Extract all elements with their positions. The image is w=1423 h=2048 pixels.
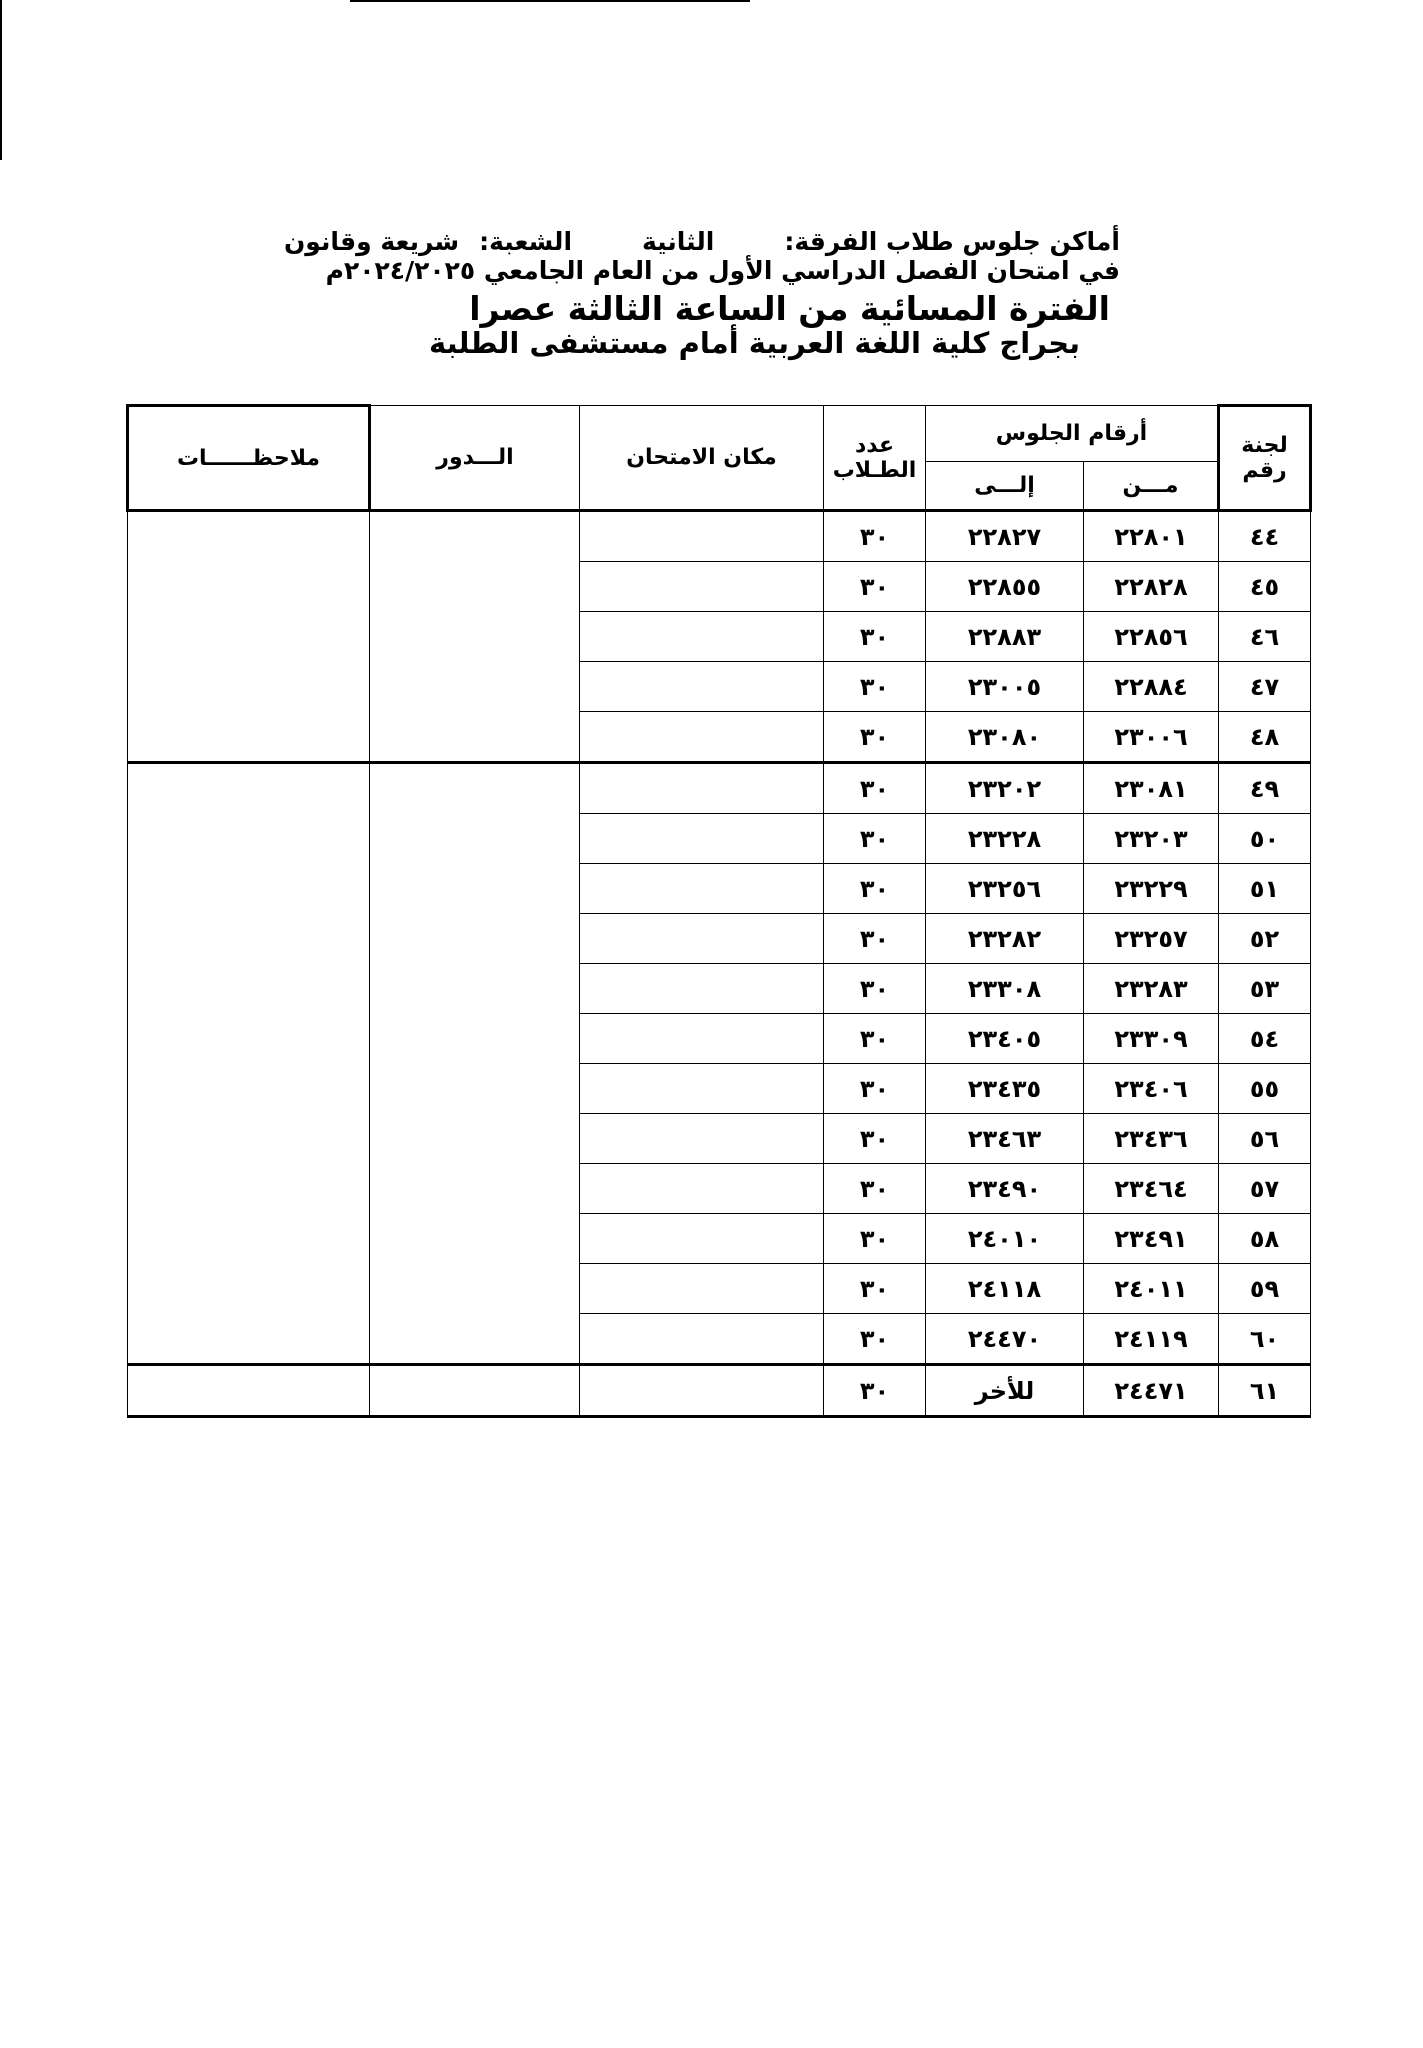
seat-from-cell: ٢٢٨٥٦	[1084, 612, 1219, 662]
committee-cell: ٥٩	[1219, 1264, 1311, 1314]
header-level-value: الثانية	[642, 227, 715, 256]
seat-from-cell: ٢٣٤٦٤	[1084, 1164, 1219, 1214]
seat-to-cell: ٢٣٢٢٨	[926, 814, 1084, 864]
table-row	[128, 763, 1311, 814]
count-cell: ٣٠	[824, 1014, 926, 1064]
committee-cell: ٥٠	[1219, 814, 1311, 864]
seat-to-cell: ٢٤٠١٠	[926, 1214, 1084, 1264]
seat-from-cell: ٢٣٤٩١	[1084, 1214, 1219, 1264]
seating-table	[126, 404, 1312, 1418]
seat-to-cell: ٢٣٠٨٠	[926, 712, 1084, 763]
seat-to-cell: ٢٢٨٨٣	[926, 612, 1084, 662]
seat-to-cell: ٢٢٨٥٥	[926, 562, 1084, 612]
seat-to-cell: ٢٣٤٩٠	[926, 1164, 1084, 1214]
place-cell	[580, 562, 824, 612]
seat-from-cell: ٢٣٤٠٦	[1084, 1064, 1219, 1114]
header-line-4: بجراج كلية اللغة العربية أمام مستشفى الطلبة	[429, 326, 1080, 361]
seat-to-cell: ٢٤٤٧٠	[926, 1314, 1084, 1365]
seat-to-cell: ٢٣٠٠٥	[926, 662, 1084, 712]
place-cell	[580, 814, 824, 864]
count-cell: ٣٠	[824, 1164, 926, 1214]
seat-to-cell: ٢٣٤٣٥	[926, 1064, 1084, 1114]
committee-cell: ٤٤	[1219, 511, 1311, 562]
header-from: مـــن	[1084, 462, 1219, 511]
place-cell	[580, 1114, 824, 1164]
place-cell	[580, 1014, 824, 1064]
notes-cell	[128, 1365, 370, 1417]
committee-cell: ٥٦	[1219, 1114, 1311, 1164]
count-cell: ٣٠	[824, 712, 926, 763]
committee-cell: ٥٤	[1219, 1014, 1311, 1064]
seat-from-cell: ٢٣٢٠٣	[1084, 814, 1219, 864]
header-notes: ملاحظــــــات	[128, 406, 370, 511]
seat-to-cell: ٢٣٤٦٣	[926, 1114, 1084, 1164]
count-cell: ٣٠	[824, 511, 926, 562]
place-cell	[580, 964, 824, 1014]
count-cell: ٣٠	[824, 612, 926, 662]
seat-from-cell: ٢٤٤٧١	[1084, 1365, 1219, 1417]
seat-from-cell: ٢٣٠٨١	[1084, 763, 1219, 814]
place-cell	[580, 662, 824, 712]
seat-to-cell: للأخر	[926, 1365, 1084, 1417]
count-cell: ٣٠	[824, 964, 926, 1014]
count-cell: ٣٠	[824, 1365, 926, 1417]
document-header	[250, 228, 1120, 361]
header-to: إلـــى	[926, 462, 1084, 511]
place-cell	[580, 1164, 824, 1214]
place-cell	[580, 763, 824, 814]
seat-to-cell: ٢٣٣٠٨	[926, 964, 1084, 1014]
seat-from-cell: ٢٣٢٨٣	[1084, 964, 1219, 1014]
count-cell: ٣٠	[824, 662, 926, 712]
place-cell	[580, 511, 824, 562]
seat-from-cell: ٢٢٨٨٤	[1084, 662, 1219, 712]
seat-from-cell: ٢٣٤٣٦	[1084, 1114, 1219, 1164]
place-cell	[580, 1264, 824, 1314]
scan-edge-mark-left	[0, 0, 2, 160]
committee-cell: ٦١	[1219, 1365, 1311, 1417]
floor-cell	[370, 511, 580, 763]
seat-from-cell: ٢٣٣٠٩	[1084, 1014, 1219, 1064]
table-row	[128, 511, 1311, 562]
header-student-count: عدد الطـلاب	[824, 406, 926, 511]
header-exam-place: مكان الامتحان	[580, 406, 824, 511]
count-cell: ٣٠	[824, 1214, 926, 1264]
seat-to-cell: ٢٤١١٨	[926, 1264, 1084, 1314]
committee-cell: ٤٧	[1219, 662, 1311, 712]
header-level-label: أماكن جلوس طلاب الفرقة:	[784, 227, 1120, 256]
floor-cell	[370, 763, 580, 1365]
notes-cell	[128, 511, 370, 763]
scan-edge-mark-top	[350, 0, 750, 2]
place-cell	[580, 1314, 824, 1365]
seat-to-cell: ٢٣٢٥٦	[926, 864, 1084, 914]
committee-cell: ٤٥	[1219, 562, 1311, 612]
count-cell: ٣٠	[824, 914, 926, 964]
seat-to-cell: ٢٣٢٠٢	[926, 763, 1084, 814]
table-row	[128, 1365, 1311, 1417]
place-cell	[580, 914, 824, 964]
place-cell	[580, 712, 824, 763]
seat-from-cell: ٢٤٠١١	[1084, 1264, 1219, 1314]
header-line-2: في امتحان الفصل الدراسي الأول من العام الجامعي ٢٠٢٤/٢٠٢٥م	[325, 255, 1120, 285]
seat-from-cell: ٢٤١١٩	[1084, 1314, 1219, 1365]
committee-cell: ٥٨	[1219, 1214, 1311, 1264]
seat-to-cell: ٢٣٢٨٢	[926, 914, 1084, 964]
seat-from-cell: ٢٣٠٠٦	[1084, 712, 1219, 763]
place-cell	[580, 1064, 824, 1114]
floor-cell	[370, 1365, 580, 1417]
header-division-value: شريعة وقانون	[283, 227, 460, 256]
committee-cell: ٤٩	[1219, 763, 1311, 814]
header-seat-numbers: أرقام الجلوس	[926, 406, 1219, 462]
committee-cell: ٥٥	[1219, 1064, 1311, 1114]
committee-cell: ٥١	[1219, 864, 1311, 914]
committee-cell: ٦٠	[1219, 1314, 1311, 1365]
notes-cell	[128, 763, 370, 1365]
count-cell: ٣٠	[824, 814, 926, 864]
seat-from-cell: ٢٢٨٢٨	[1084, 562, 1219, 612]
header-line-3: الفترة المسائية من الساعة الثالثة عصرا	[469, 288, 1110, 328]
seat-from-cell: ٢٢٨٠١	[1084, 511, 1219, 562]
count-cell: ٣٠	[824, 562, 926, 612]
header-division-label: الشعبة:	[479, 227, 573, 256]
count-cell: ٣٠	[824, 763, 926, 814]
seat-to-cell: ٢٢٨٢٧	[926, 511, 1084, 562]
seat-to-cell: ٢٣٤٠٥	[926, 1014, 1084, 1064]
header-line-1	[250, 228, 1120, 257]
seat-from-cell: ٢٣٢٥٧	[1084, 914, 1219, 964]
count-cell: ٣٠	[824, 1064, 926, 1114]
place-cell	[580, 1214, 824, 1264]
count-cell: ٣٠	[824, 1314, 926, 1365]
count-cell: ٣٠	[824, 864, 926, 914]
header-floor: الـــدور	[370, 406, 580, 511]
place-cell	[580, 864, 824, 914]
seat-from-cell: ٢٣٢٢٩	[1084, 864, 1219, 914]
place-cell	[580, 1365, 824, 1417]
header-committee: لجنة رقم	[1219, 406, 1311, 511]
committee-cell: ٤٨	[1219, 712, 1311, 763]
count-cell: ٣٠	[824, 1264, 926, 1314]
committee-cell: ٤٦	[1219, 612, 1311, 662]
committee-cell: ٥٣	[1219, 964, 1311, 1014]
committee-cell: ٥٢	[1219, 914, 1311, 964]
place-cell	[580, 612, 824, 662]
count-cell: ٣٠	[824, 1114, 926, 1164]
committee-cell: ٥٧	[1219, 1164, 1311, 1214]
